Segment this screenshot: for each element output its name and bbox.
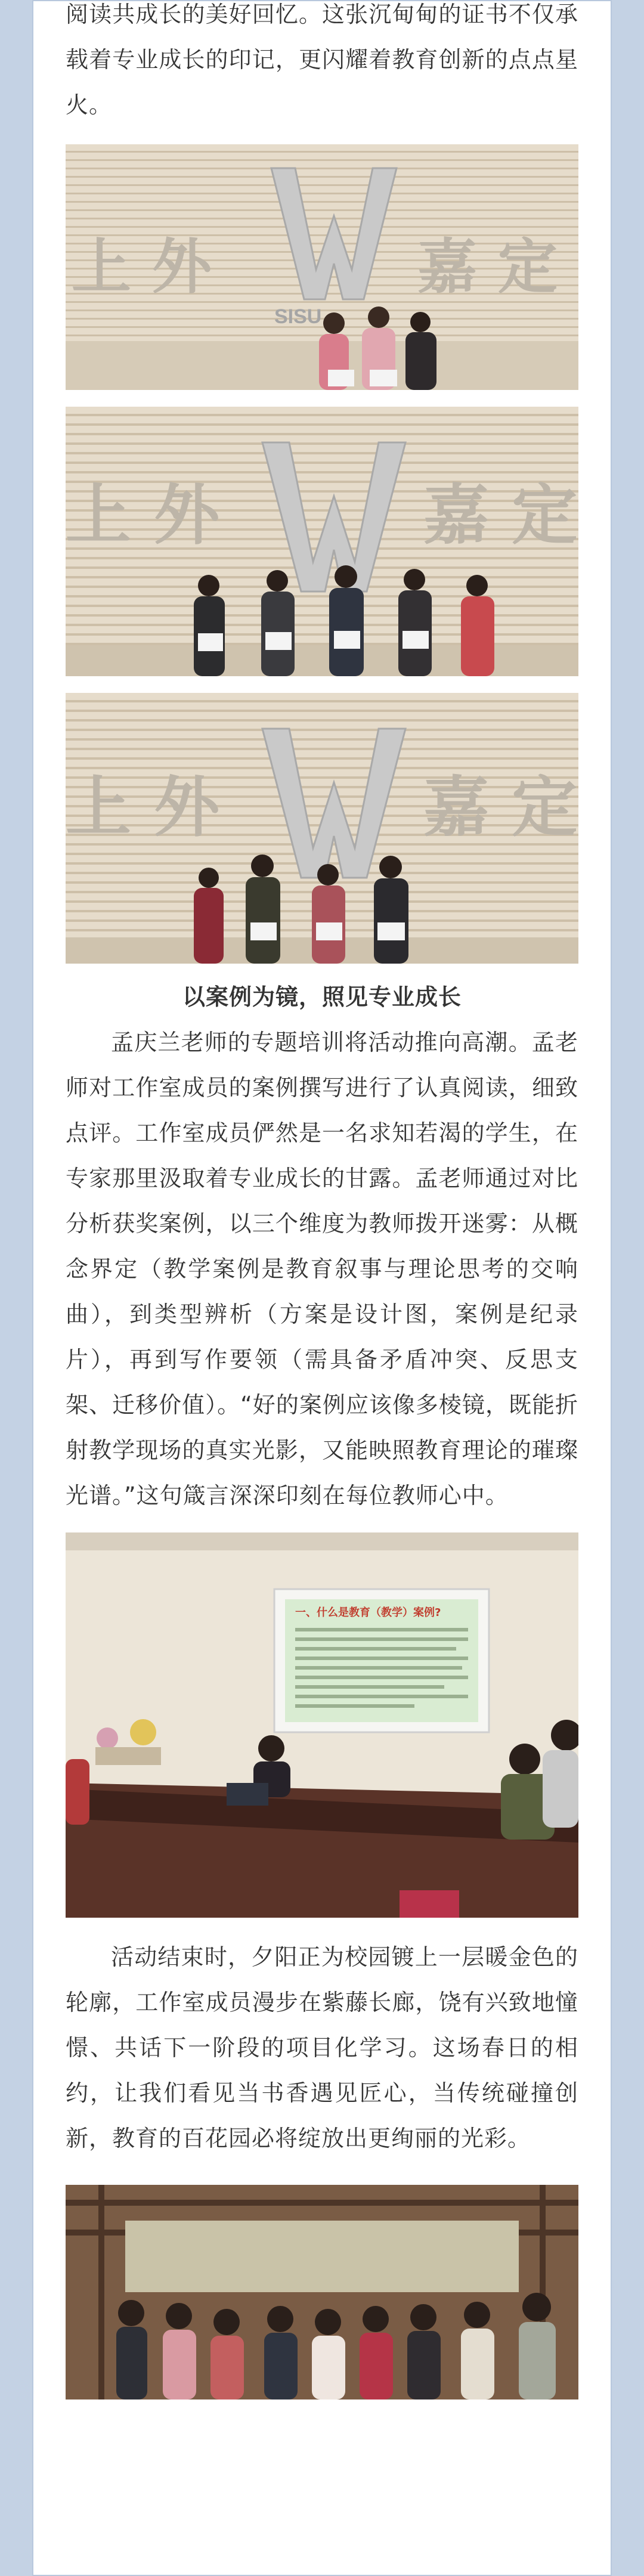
group-photo-1 <box>66 144 578 390</box>
intro-paragraph: 阅读共成长的美好回忆。这张沉甸甸的证书不仅承载着专业成长的印记，更闪耀着教育创新的点点星火。 <box>66 1 578 118</box>
wall-sign-left-2: 上 外 <box>66 476 220 553</box>
group-photo-3 <box>66 693 578 964</box>
wall-sign-right: 嘉 定 <box>417 231 558 302</box>
group-photo-2 <box>66 407 578 676</box>
wall-sign-left: 上 外 <box>72 231 212 302</box>
slide-title: 一、什么是教育（教学）案例? <box>295 1606 441 1619</box>
section-heading: 以案例为镜，照见专业成长 <box>182 984 462 1010</box>
closing-paragraph: 活动结束时，夕阳正为校园镀上一层暖金色的轮廓，工作室成员漫步在紫藤长廊，饶有兴致地憧憬、共话下一阶段的项目化学习。这场春日的相约，让我们看见当书香遇见匠心，当传统碰撞创新，教育的百花园必将绽放出更绚丽的光彩。 <box>66 1944 578 2151</box>
wall-logo-caption: SISU <box>274 305 322 328</box>
wall-sign-right-2: 嘉 定 <box>423 476 578 553</box>
wall-sign-left-3: 上 外 <box>66 769 220 846</box>
article-content <box>66 0 578 2399</box>
corridor-photo <box>66 2185 578 2399</box>
wall-sign-right-3: 嘉 定 <box>423 769 578 846</box>
article-page <box>32 0 612 2576</box>
people-group-1 <box>319 306 436 390</box>
meeting-photo <box>66 1532 578 1918</box>
training-paragraph: 孟庆兰老师的专题培训将活动推向高潮。孟老师对工作室成员的案例撰写进行了认真阅读，细致点评。工作室成员俨然是一名求知若渴的学生，在专家那里汲取着专业成长的甘露。孟老师通过对比分析获奖案例，以三个维度为教师拨开迷雾：从概念界定（教学案例是教育叙事与理论思考的交响曲），到类型辨析（方案是设计图，案例是纪录片），再到写作要领（需具备矛盾冲突、反思支架、迁移价值）。“好的案例应该像多棱镜，既能折射教学现场的真实光影，又能映照教育理论的璀璨光谱。”这句箴言深深印刻在每位教师心中。 <box>66 1029 578 1509</box>
